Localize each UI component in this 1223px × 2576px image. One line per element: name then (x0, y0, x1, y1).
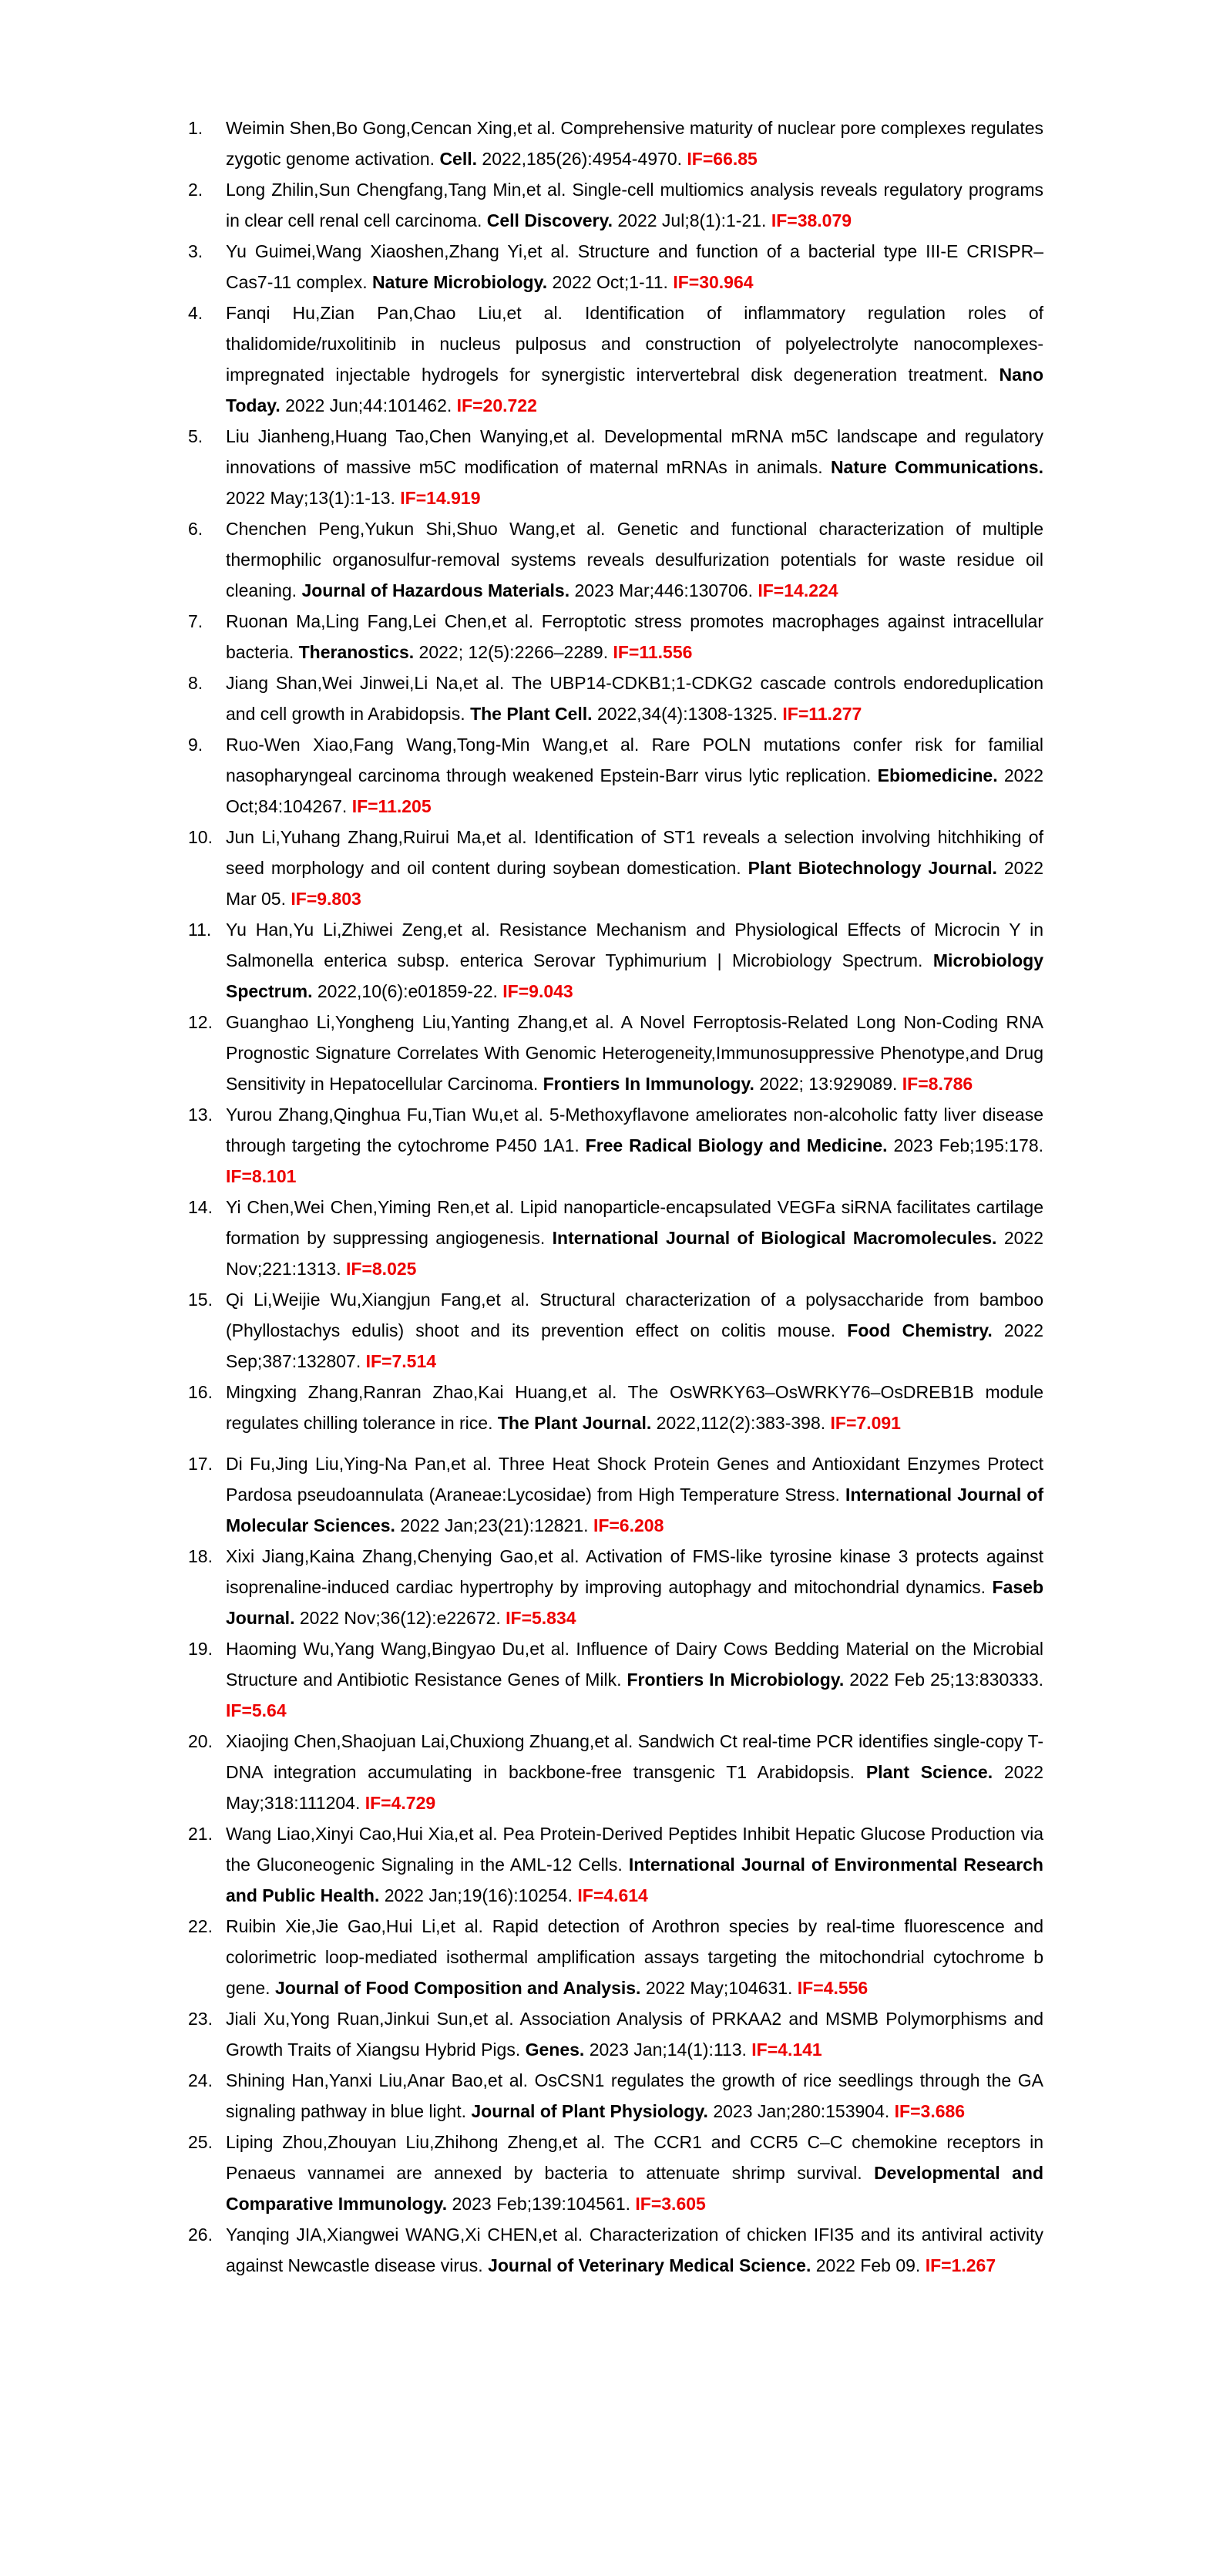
citation-ref: 2022 Oct;1-11. (552, 272, 668, 292)
citation-item (188, 421, 1043, 513)
citation-item (188, 2219, 1043, 2281)
impact-factor: IF=5.834 (506, 1608, 576, 1628)
citation-authors-title: Haoming Wu,Yang Wang,Bingyao Du,et al. Influence of Dairy Cows Bedding Material on the Microbial Structure and Antibiotic Resistance Genes of Milk. (226, 1639, 1043, 1690)
citation-number: 23. (188, 2009, 213, 2029)
journal-name: The Plant Cell. (470, 704, 593, 724)
journal-name: Free Radical Biology and Medicine. (585, 1135, 888, 1155)
citation-ref: 2022 May;13(1):1-13. (226, 488, 395, 508)
citation-item (188, 1007, 1043, 1099)
citation-ref: 2022 Sep;387:132807. (226, 1320, 1044, 1371)
citation-number: 14. (188, 1197, 213, 1217)
journal-name: International Journal of Molecular Sciences. (226, 1485, 1044, 1535)
impact-factor: IF=4.729 (365, 1793, 436, 1813)
citation-authors-title: Yi Chen,Wei Chen,Yiming Ren,et al. Lipid nanoparticle-encapsulated VEGFa siRNA facilitates cartilage formation by suppressing angiogenesis. (226, 1197, 1043, 1248)
citation-ref: 2022; 13:929089. (759, 1074, 898, 1094)
citation-authors-title: Qi Li,Weijie Wu,Xiangjun Fang,et al. Structural characterization of a polysaccharide from bamboo (Phyllostachys edulis) shoot and its prevention effect on colitis mouse. (226, 1290, 1043, 1340)
citation-ref: 2023 Jan;14(1):113. (589, 2040, 747, 2060)
citation-authors-title: Jun Li,Yuhang Zhang,Ruirui Ma,et al. Identification of ST1 reveals a selection involving hitchhiking of seed morphology and oil content during soybean domestication. (226, 827, 1043, 878)
citation-authors-title: Ruo-Wen Xiao,Fang Wang,Tong-Min Wang,et al. Rare POLN mutations confer risk for familial nasopharyngeal carcinoma through weakened Epstein-Barr virus lytic replication. (226, 735, 1043, 785)
citation-number: 3. (188, 241, 203, 261)
citation-item (188, 2127, 1043, 2219)
citation-authors-title: Long Zhilin,Sun Chengfang,Tang Min,et al. Single-cell multiomics analysis reveals regulatory programs in clear cell renal cell carcinoma. (226, 180, 1043, 230)
impact-factor: IF=9.043 (502, 981, 573, 1001)
journal-name: International Journal of Biological Macromolecules. (552, 1228, 997, 1248)
journal-name: Microbiology Spectrum. (226, 950, 1044, 1001)
impact-factor: IF=3.605 (635, 2194, 706, 2214)
citation-number: 4. (188, 303, 203, 323)
citation-item (188, 1448, 1043, 1541)
impact-factor: IF=66.85 (687, 149, 758, 169)
citation-authors-title: Chenchen Peng,Yukun Shi,Shuo Wang,et al. Genetic and functional characterization of multiple thermophilic organosulfur-removal systems reveals desulfurization potentials for waste residue oil cleaning. (226, 519, 1043, 600)
journal-name: Faseb Journal. (226, 1577, 1044, 1628)
citation-number: 21. (188, 1824, 213, 1844)
citation-authors-title: Xixi Jiang,Kaina Zhang,Chenying Gao,et al. Activation of FMS-like tyrosine kinase 3 protects against isoprenaline-induced cardiac hypertrophy by improving autophagy and mitochondrial dynamics. (226, 1546, 1043, 1597)
journal-name: Plant Science. (865, 1762, 993, 1782)
impact-factor: IF=7.514 (365, 1351, 437, 1371)
citation-ref: 2022 Jan;19(16):10254. (384, 1885, 573, 1905)
impact-factor: IF=7.091 (830, 1413, 901, 1433)
impact-factor: IF=1.267 (925, 2255, 996, 2275)
citation-ref: 2022 May;104631. (645, 1978, 793, 1998)
citation-number: 15. (188, 1290, 213, 1310)
citation-item (188, 298, 1043, 421)
citation-ref: 2022; 12(5):2266–2289. (418, 642, 609, 662)
impact-factor: IF=14.224 (758, 580, 838, 600)
citation-number: 11. (188, 920, 212, 940)
citation-number: 1. (188, 118, 203, 138)
citation-item (188, 668, 1043, 729)
impact-factor: IF=8.786 (902, 1074, 973, 1094)
citation-item (188, 1377, 1043, 1438)
journal-name: Genes. (525, 2040, 585, 2060)
citation-authors-title: Yu Han,Yu Li,Zhiwei Zeng,et al. Resistance Mechanism and Physiological Effects of Microcin Y in Salmonella enterica subsp. enterica Serovar Typhimurium | Microbiology Spectrum. (226, 920, 1043, 970)
journal-name: Cell Discovery. (486, 210, 613, 230)
journal-name: Cell. (439, 149, 478, 169)
journal-name: Developmental and Comparative Immunology. (226, 2163, 1044, 2214)
journal-name: Theranostics. (298, 642, 415, 662)
citation-item (188, 914, 1043, 1007)
impact-factor: IF=4.614 (577, 1885, 648, 1905)
citation-ref: 2023 Jan;280:153904. (713, 2101, 890, 2121)
citation-ref: 2022 Jan;23(21):12821. (400, 1515, 589, 1535)
citation-number: 9. (188, 735, 203, 755)
citation-ref: 2022 Oct;84:104267. (226, 765, 1044, 816)
citation-authors-title: Yurou Zhang,Qinghua Fu,Tian Wu,et al. 5-Methoxyflavone ameliorates non-alcoholic fatty liver disease through targeting the cytochrome P450 1A1. (226, 1105, 1043, 1155)
citation-authors-title: Weimin Shen,Bo Gong,Cencan Xing,et al. Comprehensive maturity of nuclear pore complexes regulates zygotic genome activation. (226, 118, 1043, 169)
citation-number: 20. (188, 1731, 213, 1751)
impact-factor: IF=8.025 (346, 1259, 417, 1279)
citation-ref: 2022 Nov;221:1313. (226, 1228, 1043, 1279)
citation-item (188, 1099, 1043, 1192)
citation-item (188, 2065, 1043, 2127)
citation-number: 24. (188, 2070, 213, 2090)
citation-number: 26. (188, 2225, 213, 2245)
citation-authors-title: Guanghao Li,Yongheng Liu,Yanting Zhang,et al. A Novel Ferroptosis-Related Long Non-Coding RNA Prognostic Signature Correlates With Genomic Heterogeneity,Immunosuppressive Phenotype,and Drug Sensitivity in Hepatocellular Carcinoma. (226, 1012, 1043, 1094)
journal-name: Food Chemistry. (847, 1320, 993, 1340)
citation-number: 17. (188, 1454, 213, 1474)
citation-ref: 2022 Jun;44:101462. (285, 395, 452, 415)
citation-authors-title: Ruibin Xie,Jie Gao,Hui Li,et al. Rapid detection of Arothron species by real-time fluorescence and colorimetric loop-mediated isothermal amplification assays targeting the mitochondrial cytochrome b gene. (226, 1916, 1043, 1998)
citation-authors-title: Wang Liao,Xinyi Cao,Hui Xia,et al. Pea Protein-Derived Peptides Inhibit Hepatic Glucose Production via the Gluconeogenic Signaling in the AML-12 Cells. (226, 1824, 1043, 1875)
citation-item (188, 1284, 1043, 1377)
citation-authors-title: Xiaojing Chen,Shaojuan Lai,Chuxiong Zhuang,et al. Sandwich Ct real-time PCR identifies single-copy T-DNA integration accumulating in backbone-free transgenic T1 Arabidopsis. (226, 1731, 1043, 1782)
impact-factor: IF=11.277 (782, 704, 862, 724)
citation-number: 13. (188, 1105, 213, 1125)
citation-item (188, 606, 1043, 668)
citation-item (188, 1541, 1043, 1633)
citation-number: 16. (188, 1382, 213, 1402)
citation-item (188, 822, 1043, 914)
citation-item (188, 1818, 1043, 1911)
citation-item (188, 1633, 1043, 1726)
citation-authors-title: Fanqi Hu,Zian Pan,Chao Liu,et al. Identification of inflammatory regulation roles of thalidomide/ruxolitinib in nucleus pulposus and construction of polyelectrolyte nanocomplexes-impregnated injectable hydrogels for synergistic intervertebral disk degeneration treatment. (226, 303, 1043, 385)
citation-number: 2. (188, 180, 203, 200)
citation-item (188, 174, 1043, 236)
impact-factor: IF=9.803 (291, 889, 361, 909)
citation-authors-title: Yanqing JIA,Xiangwei WANG,Xi CHEN,et al. Characterization of chicken IFI35 and its antiviral activity against Newcastle disease virus. (226, 2225, 1043, 2275)
impact-factor: IF=8.101 (226, 1166, 297, 1186)
impact-factor: IF=4.141 (751, 2040, 822, 2060)
citation-item (188, 1911, 1043, 2003)
impact-factor: IF=11.556 (613, 642, 693, 662)
impact-factor: IF=3.686 (894, 2101, 966, 2121)
citation-number: 12. (188, 1012, 213, 1032)
citation-authors-title: Di Fu,Jing Liu,Ying-Na Pan,et al. Three Heat Shock Protein Genes and Antioxidant Enzymes Protect Pardosa pseudoannulata (Araneae:Lycosidae) from High Temperature Stress. (226, 1454, 1043, 1505)
citation-authors-title: Yu Guimei,Wang Xiaoshen,Zhang Yi,et al. Structure and function of a bacterial type III-E CRISPR–Cas7-11 complex. (226, 241, 1043, 292)
journal-name: Journal of Plant Physiology. (471, 2101, 708, 2121)
journal-name: Journal of Hazardous Materials. (301, 580, 570, 600)
citation-authors-title: Mingxing Zhang,Ranran Zhao,Kai Huang,et al. The OsWRKY63–OsWRKY76–OsDREB1B module regulates chilling tolerance in rice. (226, 1382, 1043, 1433)
journal-name: Frontiers In Immunology. (543, 1074, 754, 1094)
citation-authors-title: Liu Jianheng,Huang Tao,Chen Wanying,et al. Developmental mRNA m5C landscape and regulatory innovations of massive m5C modification of maternal mRNAs in animals. (226, 426, 1043, 477)
citation-number: 10. (188, 827, 213, 847)
impact-factor: IF=20.722 (456, 395, 537, 415)
journal-name: Nature Microbiology. (372, 272, 548, 292)
citation-number: 6. (188, 519, 203, 539)
citation-item (188, 1726, 1043, 1818)
impact-factor: IF=11.205 (351, 796, 432, 816)
citation-number: 22. (188, 1916, 213, 1936)
journal-name: Journal of Veterinary Medical Science. (488, 2255, 811, 2275)
citation-authors-title: Ruonan Ma,Ling Fang,Lei Chen,et al. Ferroptotic stress promotes macrophages against intracellular bacteria. (226, 611, 1043, 662)
journal-name: Journal of Food Composition and Analysis. (274, 1978, 641, 1998)
citation-authors-title: Jiali Xu,Yong Ruan,Jinkui Sun,et al. Association Analysis of PRKAA2 and MSMB Polymorphisms and Growth Traits of Xiangsu Hybrid Pigs. (226, 2009, 1043, 2060)
citation-item (188, 113, 1043, 174)
journal-name: Plant Biotechnology Journal. (748, 858, 997, 878)
citation-number: 18. (188, 1546, 213, 1566)
journal-name: Nano Today. (226, 365, 1044, 415)
citation-authors-title: Shining Han,Yanxi Liu,Anar Bao,et al. OsCSN1 regulates the growth of rice seedlings through the GA signaling pathway in blue light. (226, 2070, 1043, 2121)
impact-factor: IF=30.964 (673, 272, 754, 292)
journal-name: Ebiomedicine. (877, 765, 998, 785)
citation-authors-title: Liping Zhou,Zhouyan Liu,Zhihong Zheng,et al. The CCR1 and CCR5 C–C chemokine receptors in Penaeus vannamei are annexed by bacteria to attenuate shrimp survival. (226, 2132, 1043, 2183)
citation-number: 5. (188, 426, 203, 446)
citation-authors-title: Jiang Shan,Wei Jinwei,Li Na,et al. The UBP14-CDKB1;1-CDKG2 cascade controls endoreduplication and cell growth in Arabidopsis. (226, 673, 1043, 724)
citation-number: 8. (188, 673, 203, 693)
journal-name: Frontiers In Microbiology. (627, 1670, 845, 1690)
citation-ref: 2022 Feb 25;13:830333. (849, 1670, 1044, 1690)
journal-name: The Plant Journal. (497, 1413, 652, 1433)
impact-factor: IF=38.079 (771, 210, 852, 230)
impact-factor: IF=6.208 (593, 1515, 664, 1535)
journal-name: International Journal of Environmental Research and Public Health. (226, 1855, 1043, 1905)
citation-ref: 2022,34(4):1308-1325. (596, 704, 778, 724)
citation-ref: 2023 Feb;139:104561. (452, 2194, 630, 2214)
citation-number: 7. (188, 611, 203, 631)
citation-number: 19. (188, 1639, 213, 1659)
citation-ref: 2023 Feb;195:178. (893, 1135, 1044, 1155)
citation-item (188, 236, 1043, 298)
citation-item (188, 1192, 1043, 1284)
impact-factor: IF=14.919 (400, 488, 481, 508)
citation-item (188, 2003, 1043, 2065)
citation-ref: 2022 Jul;8(1):1-21. (617, 210, 767, 230)
citation-ref: 2022,10(6):e01859-22. (317, 981, 498, 1001)
citation-ref: 2022,112(2):383-398. (656, 1413, 826, 1433)
citation-ref: 2022 Mar 05. (226, 858, 1044, 909)
publication-list (188, 113, 1043, 2281)
citation-ref: 2022 Nov;36(12):e22672. (299, 1608, 501, 1628)
citation-number: 25. (188, 2132, 213, 2152)
citation-ref: 2022 Feb 09. (815, 2255, 921, 2275)
citation-ref: 2022,185(26):4954-4970. (482, 149, 683, 169)
citation-ref: 2023 Mar;446:130706. (574, 580, 753, 600)
impact-factor: IF=5.64 (226, 1700, 287, 1720)
journal-name: Nature Communications. (830, 457, 1043, 477)
citation-item (188, 513, 1043, 606)
impact-factor: IF=4.556 (797, 1978, 869, 1998)
citation-item (188, 729, 1043, 822)
citation-ref: 2022 May;318:111204. (226, 1762, 1044, 1813)
